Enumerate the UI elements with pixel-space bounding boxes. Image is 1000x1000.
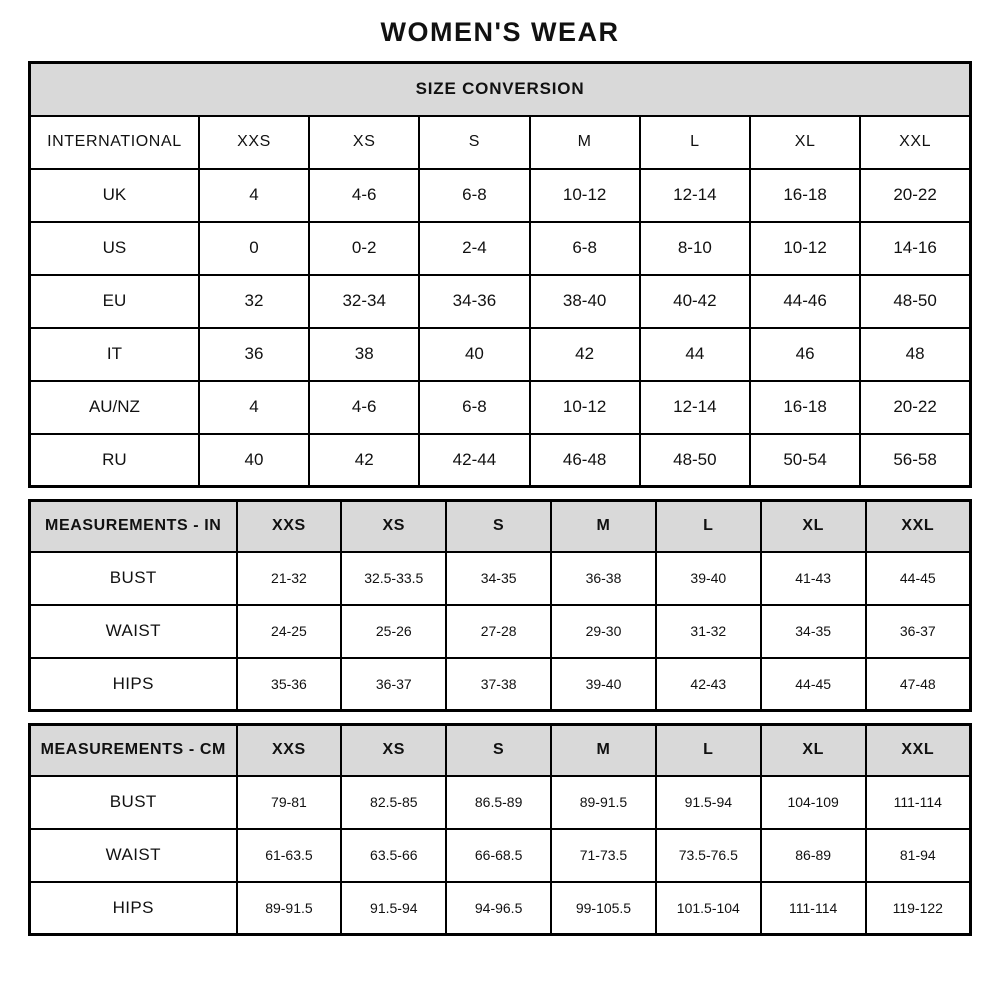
section-title-row (30, 63, 971, 116)
table-row-us (30, 222, 971, 275)
value-cell: 34-35 (446, 552, 551, 605)
header-cell-l: L (656, 501, 761, 552)
header-cell-s: S (446, 501, 551, 552)
value-cell: 16-18 (750, 169, 860, 222)
row-label-cell: BUST (30, 552, 237, 605)
header-cell-m: M (551, 725, 656, 776)
value-cell: 104-109 (761, 776, 866, 829)
row-label-cell: WAIST (30, 829, 237, 882)
row-label-cell: HIPS (30, 882, 237, 935)
value-cell: 91.5-94 (656, 776, 761, 829)
value-cell: 56-58 (860, 434, 970, 487)
value-cell: 36-38 (551, 552, 656, 605)
value-cell: 29-30 (551, 605, 656, 658)
value-cell: 32.5-33.5 (341, 552, 446, 605)
value-cell: 12-14 (640, 381, 750, 434)
value-cell: 10-12 (530, 169, 640, 222)
header-cell-xxl: XXL (866, 501, 971, 552)
value-cell: 40-42 (640, 275, 750, 328)
header-cell-l: L (656, 725, 761, 776)
header-cell-xxs: XXS (237, 725, 342, 776)
value-cell: 8-10 (640, 222, 750, 275)
value-cell: 0-2 (309, 222, 419, 275)
header-cell-xs: XS (341, 501, 446, 552)
header-cell-xs: XS (341, 725, 446, 776)
table-header-row (30, 116, 971, 169)
table-row-bust (30, 552, 971, 605)
table-row-hips (30, 658, 971, 711)
value-cell: 41-43 (761, 552, 866, 605)
value-cell: 48-50 (860, 275, 970, 328)
value-cell: 32-34 (309, 275, 419, 328)
value-cell: 79-81 (237, 776, 342, 829)
value-cell: 71-73.5 (551, 829, 656, 882)
value-cell: 111-114 (761, 882, 866, 935)
value-cell: 40 (419, 328, 529, 381)
value-cell: 48-50 (640, 434, 750, 487)
header-cell-l: L (640, 116, 750, 169)
value-cell: 44-46 (750, 275, 860, 328)
row-label-cell: UK (30, 169, 199, 222)
value-cell: 34-35 (761, 605, 866, 658)
value-cell: 36-37 (341, 658, 446, 711)
section-title: SIZE CONVERSION (30, 63, 971, 116)
value-cell: 39-40 (656, 552, 761, 605)
value-cell: 86.5-89 (446, 776, 551, 829)
value-cell: 40 (199, 434, 309, 487)
value-cell: 42-43 (656, 658, 761, 711)
header-cell-xxl: XXL (860, 116, 970, 169)
value-cell: 46-48 (530, 434, 640, 487)
table-row-it (30, 328, 971, 381)
value-cell: 99-105.5 (551, 882, 656, 935)
value-cell: 4-6 (309, 381, 419, 434)
value-cell: 36 (199, 328, 309, 381)
page-title: WOMEN'S WEAR (380, 17, 620, 47)
value-cell: 89-91.5 (237, 882, 342, 935)
value-cell: 111-114 (866, 776, 971, 829)
header-cell-m: M (530, 116, 640, 169)
value-cell: 6-8 (419, 381, 529, 434)
table-row-waist (30, 605, 971, 658)
row-label-cell: RU (30, 434, 199, 487)
value-cell: 94-96.5 (446, 882, 551, 935)
value-cell: 91.5-94 (341, 882, 446, 935)
value-cell: 37-38 (446, 658, 551, 711)
value-cell: 44-45 (866, 552, 971, 605)
table-header-row (30, 501, 971, 552)
value-cell: 38-40 (530, 275, 640, 328)
header-cell-xl: XL (761, 725, 866, 776)
table-row-waist (30, 829, 971, 882)
value-cell: 20-22 (860, 169, 970, 222)
value-cell: 86-89 (761, 829, 866, 882)
header-cell-xl: XL (761, 501, 866, 552)
value-cell: 10-12 (750, 222, 860, 275)
table-row-ru (30, 434, 971, 487)
table-row-eu (30, 275, 971, 328)
value-cell: 63.5-66 (341, 829, 446, 882)
row-label-cell: EU (30, 275, 199, 328)
section-title: MEASUREMENTS - IN (30, 501, 237, 552)
value-cell: 81-94 (866, 829, 971, 882)
size-conversion-table (28, 61, 972, 488)
value-cell: 14-16 (860, 222, 970, 275)
table-row-bust (30, 776, 971, 829)
value-cell: 47-48 (866, 658, 971, 711)
header-cell-s: S (419, 116, 529, 169)
value-cell: 46 (750, 328, 860, 381)
table-header-row (30, 725, 971, 776)
value-cell: 73.5-76.5 (656, 829, 761, 882)
value-cell: 2-4 (419, 222, 529, 275)
value-cell: 21-32 (237, 552, 342, 605)
value-cell: 44-45 (761, 658, 866, 711)
value-cell: 10-12 (530, 381, 640, 434)
row-label-cell: HIPS (30, 658, 237, 711)
section-title: MEASUREMENTS - CM (30, 725, 237, 776)
table-row-hips (30, 882, 971, 935)
value-cell: 27-28 (446, 605, 551, 658)
row-label-cell: BUST (30, 776, 237, 829)
row-label-cell: US (30, 222, 199, 275)
header-cell-s: S (446, 725, 551, 776)
value-cell: 12-14 (640, 169, 750, 222)
header-cell-xxs: XXS (199, 116, 309, 169)
row-label-cell: IT (30, 328, 199, 381)
value-cell: 24-25 (237, 605, 342, 658)
value-cell: 89-91.5 (551, 776, 656, 829)
value-cell: 48 (860, 328, 970, 381)
table-row-aunz (30, 381, 971, 434)
value-cell: 6-8 (530, 222, 640, 275)
row-label-cell: WAIST (30, 605, 237, 658)
row-label-cell: AU/NZ (30, 381, 199, 434)
measurements-cm-table (28, 723, 972, 936)
value-cell: 4-6 (309, 169, 419, 222)
header-cell-xxl: XXL (866, 725, 971, 776)
value-cell: 66-68.5 (446, 829, 551, 882)
value-cell: 4 (199, 381, 309, 434)
measurements-in-table (28, 499, 972, 712)
value-cell: 119-122 (866, 882, 971, 935)
header-cell-xs: XS (309, 116, 419, 169)
header-cell-xxs: XXS (237, 501, 342, 552)
table-row-uk (30, 169, 971, 222)
value-cell: 20-22 (860, 381, 970, 434)
value-cell: 35-36 (237, 658, 342, 711)
value-cell: 34-36 (419, 275, 529, 328)
value-cell: 25-26 (341, 605, 446, 658)
value-cell: 31-32 (656, 605, 761, 658)
value-cell: 38 (309, 328, 419, 381)
value-cell: 39-40 (551, 658, 656, 711)
value-cell: 61-63.5 (237, 829, 342, 882)
value-cell: 16-18 (750, 381, 860, 434)
value-cell: 36-37 (866, 605, 971, 658)
value-cell: 50-54 (750, 434, 860, 487)
value-cell: 32 (199, 275, 309, 328)
value-cell: 42 (309, 434, 419, 487)
header-cell-international: INTERNATIONAL (30, 116, 199, 169)
header-cell-xl: XL (750, 116, 860, 169)
value-cell: 42 (530, 328, 640, 381)
value-cell: 42-44 (419, 434, 529, 487)
value-cell: 0 (199, 222, 309, 275)
value-cell: 82.5-85 (341, 776, 446, 829)
header-cell-m: M (551, 501, 656, 552)
value-cell: 4 (199, 169, 309, 222)
value-cell: 44 (640, 328, 750, 381)
value-cell: 6-8 (419, 169, 529, 222)
value-cell: 101.5-104 (656, 882, 761, 935)
